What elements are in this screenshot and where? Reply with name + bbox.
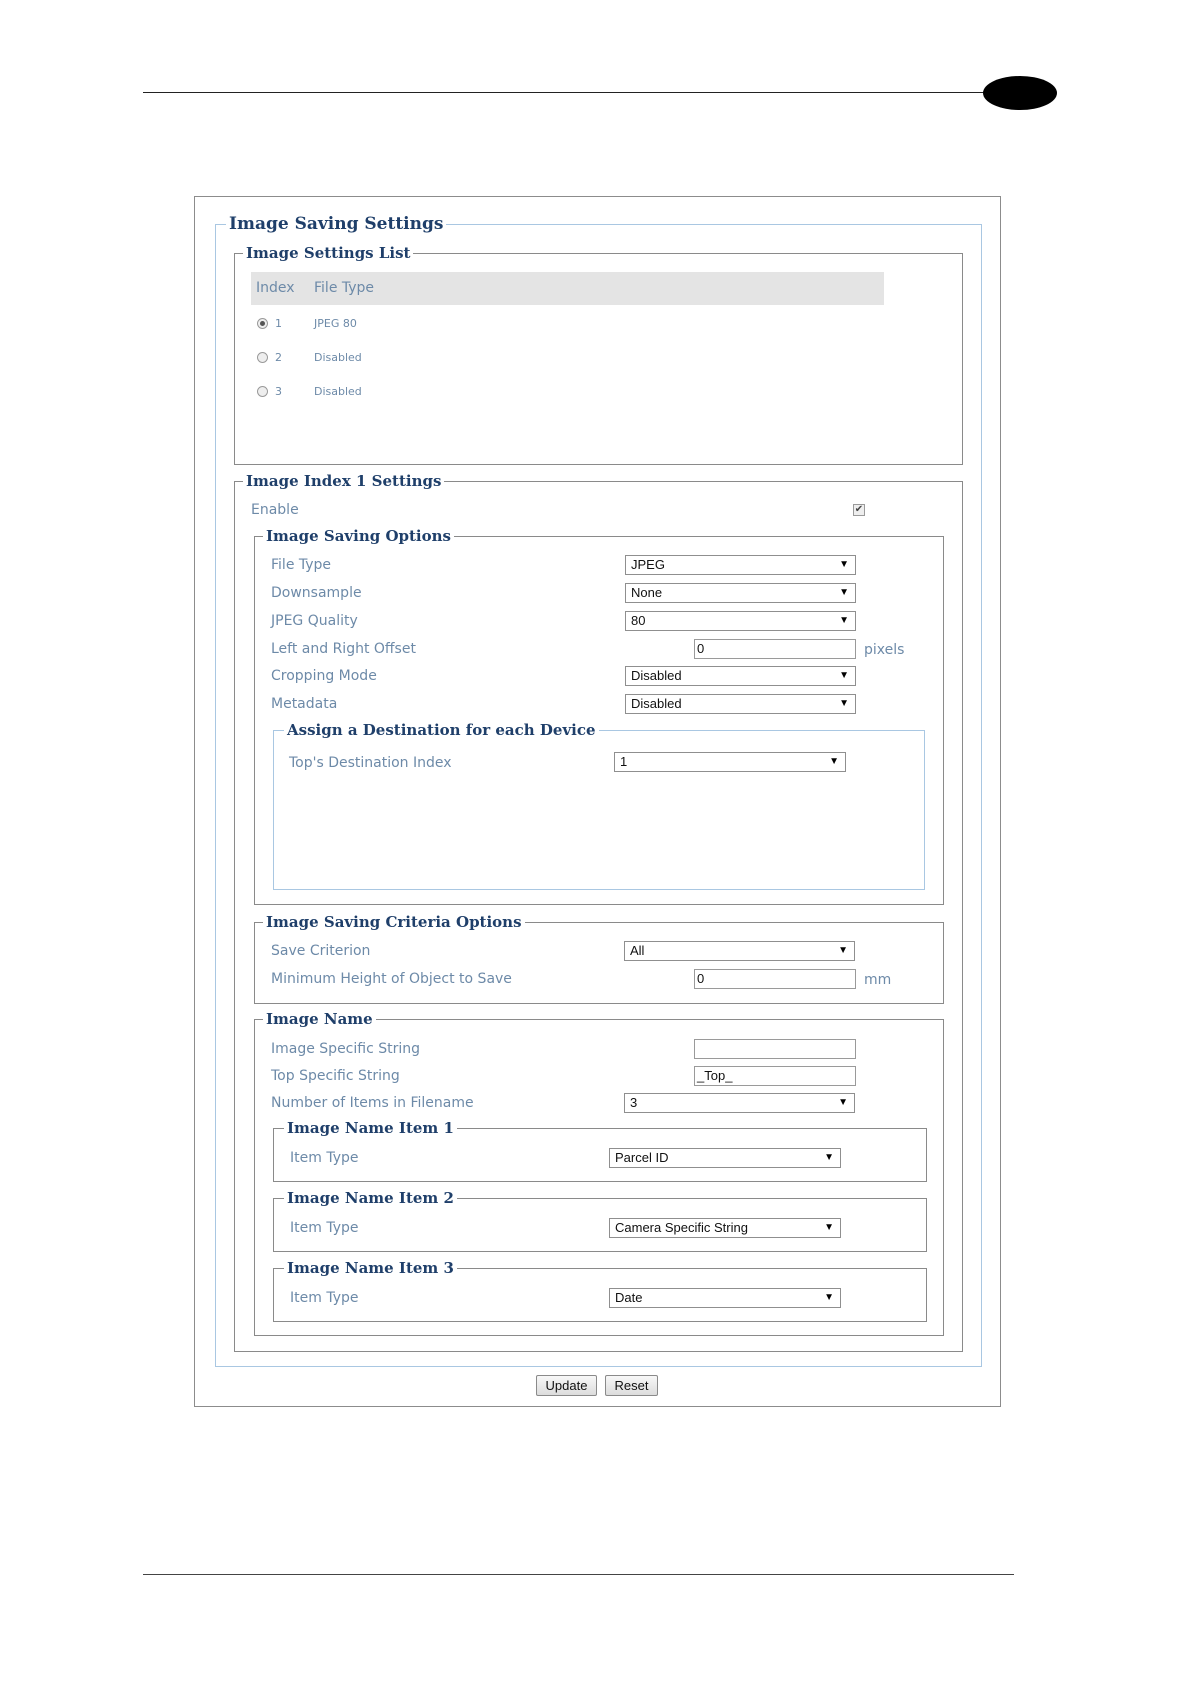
dropdown-arrow-icon: ▼: [829, 756, 839, 767]
dropdown-arrow-icon: ▼: [839, 615, 849, 626]
min-height-unit: mm: [864, 972, 892, 988]
name-item-2-select[interactable]: [609, 1218, 841, 1238]
name-item-1-select[interactable]: [609, 1148, 841, 1168]
metadata-value: Disabled: [631, 696, 682, 711]
cropping-mode-label: Cropping Mode: [271, 668, 377, 684]
min-height-label: Minimum Height of Object to Save: [271, 971, 512, 987]
cropping-mode-value: Disabled: [631, 668, 682, 683]
dropdown-arrow-icon: ▼: [839, 559, 849, 570]
downsample-value: None: [631, 585, 663, 600]
offset-input[interactable]: 0: [694, 639, 856, 659]
top-destination-select[interactable]: [614, 752, 846, 772]
name-item-1-title: Image Name Item 1: [284, 1117, 457, 1139]
settings-list-title: Image Settings List: [243, 242, 413, 264]
name-item-2-value: Camera Specific String: [615, 1220, 748, 1235]
row-2-radio[interactable]: [257, 352, 268, 363]
name-item-2-title: Image Name Item 2: [284, 1187, 457, 1209]
dropdown-arrow-icon: ▼: [824, 1292, 834, 1303]
dropdown-arrow-icon: ▼: [838, 1097, 848, 1108]
save-criterion-value: All: [630, 943, 645, 958]
row-1-radio[interactable]: [257, 318, 268, 329]
dropdown-arrow-icon: ▼: [824, 1222, 834, 1233]
enable-label: Enable: [251, 502, 299, 518]
top-destination-label: Top's Destination Index: [289, 755, 452, 771]
row-3-file-type: Disabled: [314, 385, 362, 398]
row-1-index: 1: [275, 317, 282, 330]
update-button[interactable]: Update: [536, 1375, 597, 1396]
num-items-label: Number of Items in Filename: [271, 1095, 474, 1111]
row-1-file-type: JPEG 80: [314, 317, 357, 330]
saving-options-title: Image Saving Options: [263, 525, 454, 547]
num-items-select[interactable]: [624, 1093, 855, 1113]
check-icon: ✔: [854, 504, 864, 515]
downsample-label: Downsample: [271, 585, 362, 601]
offset-unit: pixels: [864, 642, 905, 658]
top-specific-string-input[interactable]: _Top_: [694, 1066, 856, 1086]
file-type-label: File Type: [271, 557, 332, 573]
name-item-1-value: Parcel ID: [615, 1150, 669, 1165]
top-destination-value: 1: [620, 754, 628, 769]
name-item-1-label: Item Type: [290, 1150, 359, 1166]
image-name-title: Image Name: [263, 1008, 376, 1030]
footer-rule: [143, 1574, 1014, 1575]
jpeg-quality-select[interactable]: [625, 611, 856, 631]
metadata-select[interactable]: [625, 694, 856, 714]
top-specific-string-label: Top Specific String: [271, 1068, 400, 1084]
chapter-tab-marker: [983, 76, 1057, 110]
destination-title: Assign a Destination for each Device: [284, 719, 599, 741]
header-rule: [143, 92, 993, 93]
name-item-3-value: Date: [615, 1290, 643, 1305]
row-2-file-type: Disabled: [314, 351, 362, 364]
metadata-label: Metadata: [271, 696, 338, 712]
name-item-3-label: Item Type: [290, 1290, 359, 1306]
save-criterion-label: Save Criterion: [271, 943, 371, 959]
criteria-group: [254, 913, 944, 1004]
enable-checkbox[interactable]: [853, 504, 865, 516]
file-type-value: JPEG: [631, 557, 665, 572]
dropdown-arrow-icon: ▼: [839, 587, 849, 598]
offset-label: Left and Right Offset: [271, 641, 416, 657]
cropping-mode-select[interactable]: [625, 666, 856, 686]
dropdown-arrow-icon: ▼: [839, 698, 849, 709]
image-specific-string-label: Image Specific String: [271, 1041, 421, 1057]
header-index: Index: [256, 280, 295, 296]
dropdown-arrow-icon: ▼: [838, 945, 848, 956]
jpeg-quality-label: JPEG Quality: [271, 613, 358, 629]
jpeg-quality-value: 80: [631, 613, 646, 628]
panel-title: Image Saving Settings: [226, 211, 446, 237]
min-height-input[interactable]: 0: [694, 969, 856, 989]
num-items-value: 3: [630, 1095, 638, 1110]
settings-list-header: [251, 272, 884, 305]
reset-button[interactable]: Reset: [605, 1375, 658, 1396]
name-item-3-select[interactable]: [609, 1288, 841, 1308]
criteria-title: Image Saving Criteria Options: [263, 911, 525, 933]
name-item-3-title: Image Name Item 3: [284, 1257, 457, 1279]
image-specific-string-input[interactable]: [694, 1039, 856, 1059]
index-settings-title: Image Index 1 Settings: [243, 470, 444, 492]
row-3-index: 3: [275, 385, 282, 398]
dropdown-arrow-icon: ▼: [839, 670, 849, 681]
save-criterion-select[interactable]: [624, 941, 855, 961]
dropdown-arrow-icon: ▼: [824, 1152, 834, 1163]
row-2-index: 2: [275, 351, 282, 364]
name-item-2-label: Item Type: [290, 1220, 359, 1236]
downsample-select[interactable]: [625, 583, 856, 603]
file-type-select[interactable]: [625, 555, 856, 575]
row-3-radio[interactable]: [257, 386, 268, 397]
header-file-type: File Type: [314, 280, 375, 296]
